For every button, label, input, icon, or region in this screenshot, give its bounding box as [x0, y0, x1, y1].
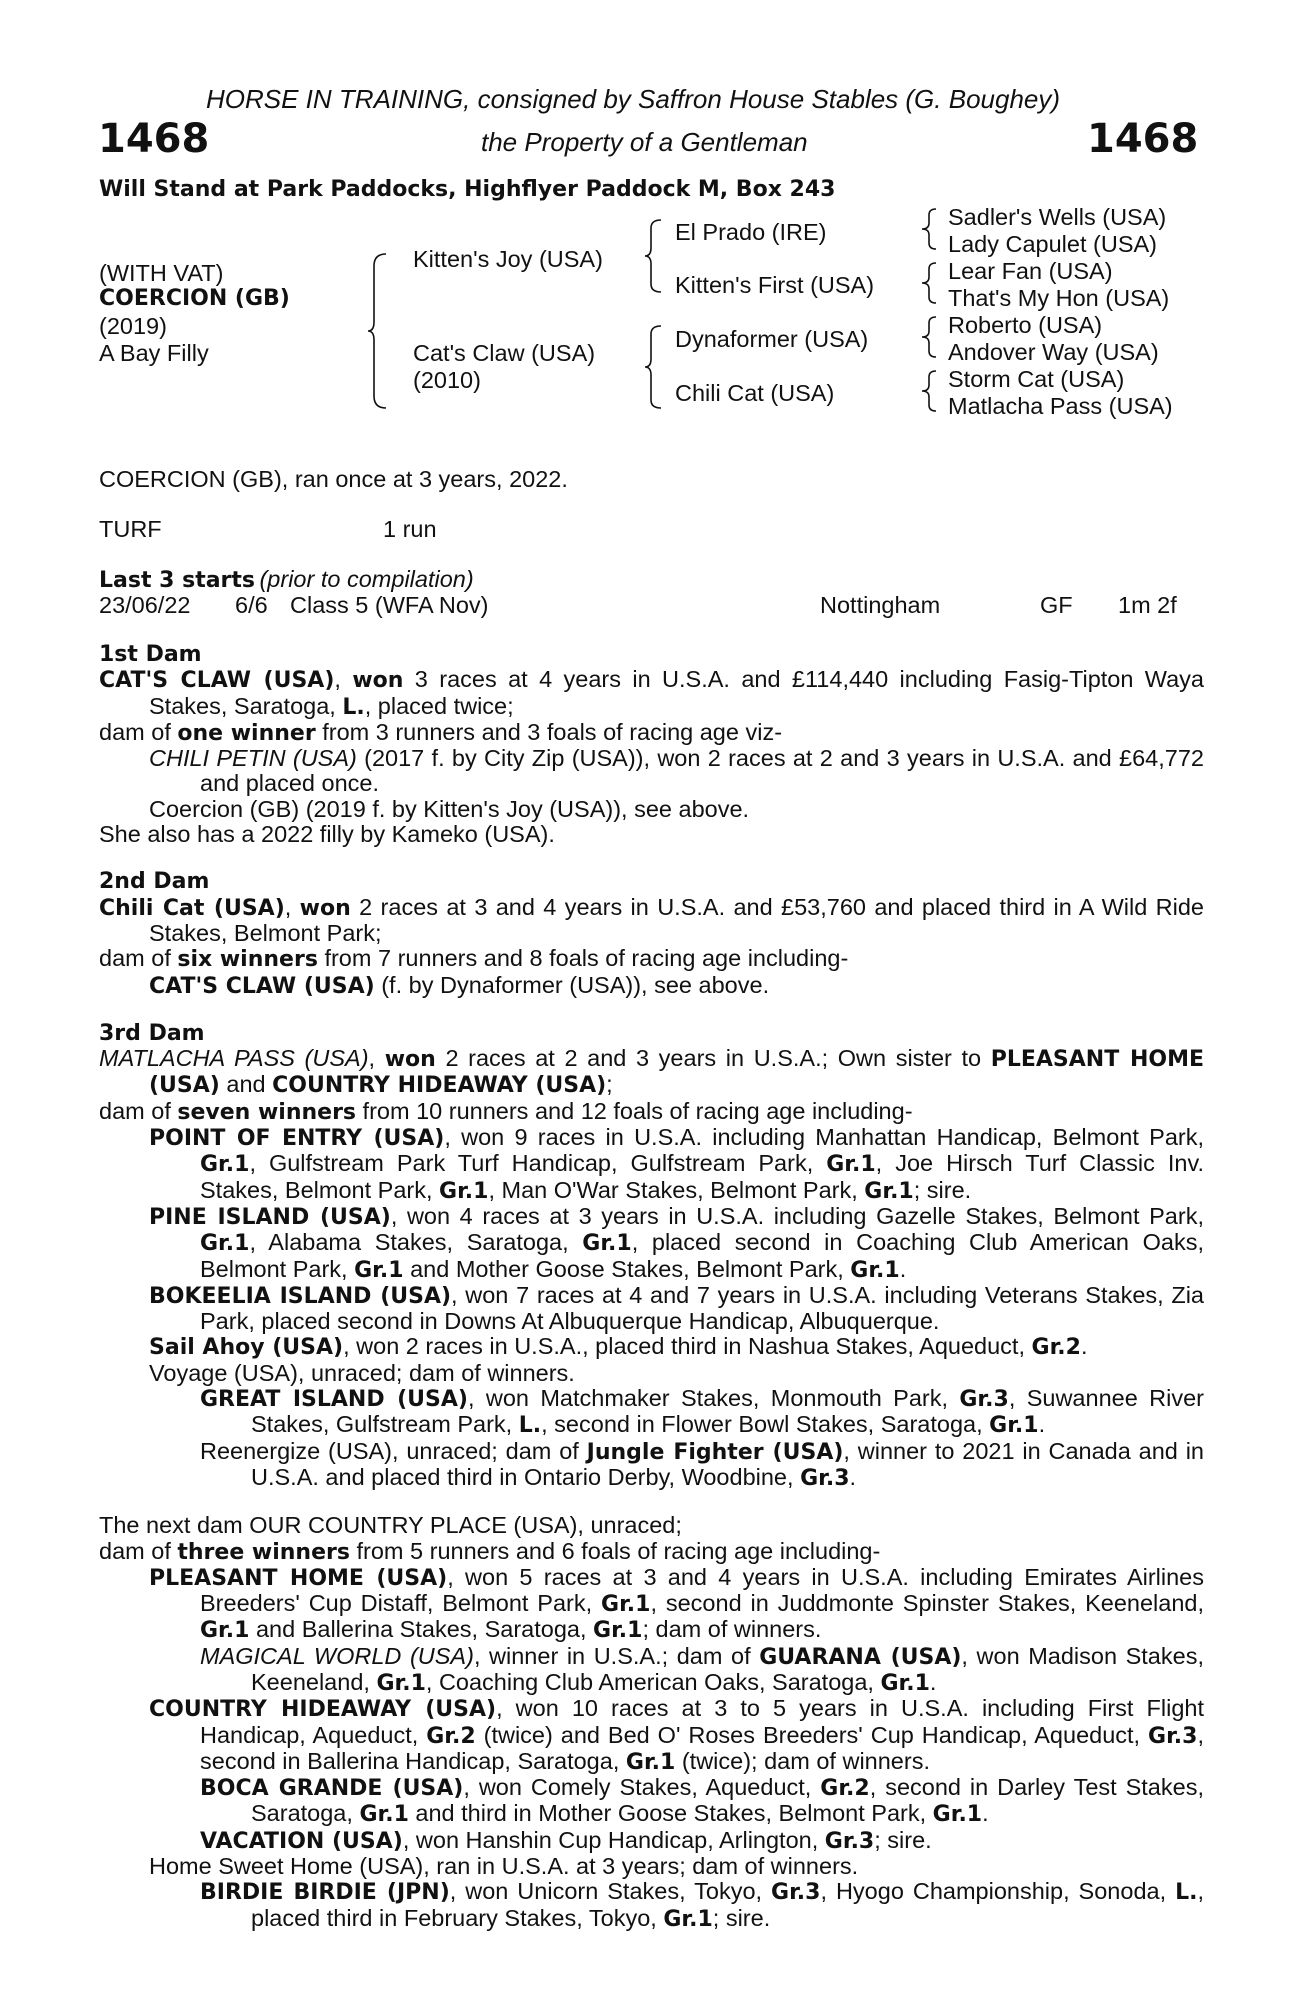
record-surface: TURF [99, 516, 162, 542]
produce-sail-ahoy: Sail Ahoy (USA), won 2 races in U.S.A., placed third in Nashua Stakes, Aqueduct, Gr.2. [149, 1333, 1088, 1361]
vat-note: (WITH VAT) [99, 260, 224, 286]
pedigree-ddd: Matlacha Pass (USA) [948, 393, 1173, 419]
pedigree-brace-dam [645, 324, 663, 410]
produce-chili-petin: CHILI PETIN (USA) (2017 f. by City Zip (USA)), won 2 races at 2 and 3 years in U.S.A. and £64,772 and placed once. [149, 745, 1204, 797]
pedigree-dam-year: (2010) [413, 367, 481, 393]
pedigree-ss: El Prado (IRE) [675, 219, 827, 245]
third-dam-produce: dam of seven winners from 10 runners and 12 foals of racing age including- [99, 1097, 913, 1125]
pedigree-dam: Cat's Claw (USA) [413, 340, 596, 366]
family-section [99, 642, 1204, 1932]
produce-pleasant-home: PLEASANT HOME (USA), won 5 races at 3 and 4 years in U.S.A. including Emirates Airlines Breeders' Cup Distaff, Belmont Park, Gr.1, second in Juddmonte Spinster Stakes, Keeneland, Gr.1 and Ballerina Stakes, Saratoga, Gr.1; dam of winners. [149, 1563, 1204, 1644]
next-dam-produce: dam of three winners from 5 runners and 6 foals of racing age including- [99, 1537, 881, 1565]
start-course: Nottingham [820, 592, 941, 618]
pedigree-dss: Roberto (USA) [948, 312, 1103, 338]
pedigree-sire: Kitten's Joy (USA) [413, 246, 603, 272]
second-dam-heading: 2nd Dam [99, 869, 210, 895]
produce-magical-world: MAGICAL WORLD (USA), winner in U.S.A.; dam of GUARANA (USA), won Madison Stakes, Keeneland, Gr.1, Coaching Club American Oaks, Saratoga, Gr.1. [200, 1642, 1204, 1696]
produce-vacation: VACATION (USA), won Hanshin Cup Handicap, Arlington, Gr.3; sire. [200, 1826, 932, 1854]
pedigree-brace-main [368, 252, 388, 410]
record-runs: 1 run [383, 516, 437, 542]
produce-boca-grande: BOCA GRANDE (USA), won Comely Stakes, Aqueduct, Gr.2, second in Darley Test Stakes, Saratoga, Gr.1 and third in Mother Goose Stakes, Belmont Park, Gr.1. [200, 1774, 1204, 1828]
start-class: Class 5 (WFA Nov) [290, 592, 489, 618]
property-line: the Property of a Gentleman [481, 127, 808, 157]
second-dam-section [99, 869, 1204, 998]
third-dam-record: MATLACHA PASS (USA), won 2 races at 2 and 3 years in U.S.A.; Own sister to PLEASANT HOME (USA) and COUNTRY HIDEAWAY (USA); [99, 1045, 1204, 1099]
next-dam-record: The next dam OUR COUNTRY PLACE (USA), unraced; [99, 1512, 682, 1539]
pedigree-sdd: That's My Hon (USA) [948, 285, 1170, 311]
pedigree-sd: Kitten's First (USA) [675, 272, 875, 298]
produce-point-of-entry: POINT OF ENTRY (USA), won 9 races in U.S.A. including Manhattan Handicap, Belmont Park, Gr.1, Gulfstream Park Turf Handicap, Gulfstream Park, Gr.1, Joe Hirsch Turf Classic Inv. Stakes, Belmont Park, Gr.1, Man O'War Stakes, Belmont Park, Gr.1; sire. [149, 1124, 1204, 1204]
pedigree-dds: Storm Cat (USA) [948, 366, 1125, 392]
pedigree-sss: Sadler's Wells (USA) [948, 204, 1167, 230]
next-dam-section [99, 1513, 1204, 1932]
produce-pine-island: PINE ISLAND (USA), won 4 races at 3 years in U.S.A. including Gazelle Stakes, Belmont Park, Gr.1, Alabama Stakes, Saratoga, Gr.1, placed second in Coaching Club American Oaks, Belmont Park, Gr.1 and Mother Goose Stakes, Belmont Park, Gr.1. [149, 1202, 1204, 1283]
second-dam-record: Chili Cat (USA), won 2 races at 3 and 4 years in U.S.A. and £53,760 and placed third in A Wild Ride Stakes, Belmont Park; [99, 893, 1205, 946]
produce-voyage: Voyage (USA), unraced; dam of winners. [149, 1359, 575, 1386]
lot-number-left: 1468 [98, 116, 210, 162]
last-starts-note: (prior to compilation) [259, 566, 474, 592]
lot-number-right: 1468 [1087, 116, 1199, 162]
first-dam-section [99, 642, 1204, 847]
produce-home-sweet-home: Home Sweet Home (USA), ran in U.S.A. at 3 years; dam of winners. [149, 1853, 859, 1880]
start-position: 6/6 [235, 592, 268, 618]
horse-description: A Bay Filly [99, 340, 209, 366]
first-dam-heading: 1st Dam [99, 642, 202, 667]
pedigree-ssd: Lady Capulet (USA) [948, 231, 1157, 257]
produce-country-hideaway: COUNTRY HIDEAWAY (USA), won 10 races at 3 to 5 years in U.S.A. including First Flight Handicap, Aqueduct, Gr.2 (twice) and Bed O' Roses Breeders' Cup Handicap, Aqueduct, Gr.3, second in Ballerina Handicap, Saratoga, Gr.1 (twice); dam of winners. [149, 1695, 1204, 1775]
horse-year: (2019) [99, 313, 167, 339]
produce-bokeelia-island: BOKEELIA ISLAND (USA), won 7 races at 4 and 7 years in U.S.A. including Veterans Stakes, Zia Park, placed second in Downs At Albuquerque Handicap, Albuquerque. [149, 1281, 1205, 1335]
produce-reenergize: Reenergize (USA), unraced; dam of Jungle Fighter (USA), winner to 2021 in Canada and in U.S.A. and placed third in Ontario Derby, Woodbine, Gr.3. [200, 1437, 1204, 1491]
pedigree-dsd: Andover Way (USA) [948, 339, 1159, 365]
produce-great-island: GREAT ISLAND (USA), won Matchmaker Stakes, Monmouth Park, Gr.3, Suwannee River Stakes, Gulfstream Park, L., second in Flower Bowl Stakes, Saratoga, Gr.1. [200, 1385, 1204, 1439]
start-date: 23/06/22 [99, 592, 191, 618]
stand-location: Will Stand at Park Paddocks, Highflyer Paddock M, Box 243 [99, 177, 836, 202]
produce-cats-claw: CAT'S CLAW (USA) (f. by Dynaformer (USA)), see above. [149, 971, 770, 999]
first-dam-record: CAT'S CLAW (USA), won 3 races at 4 years in U.S.A. and £114,440 including Fasig-Tipton Waya Stakes, Saratoga, L., placed twice; [99, 666, 1205, 720]
start-distance: 1m 2f [1118, 592, 1177, 618]
start-going: GF [1040, 592, 1073, 618]
race-summary: COERCION (GB), ran once at 3 years, 2022. [99, 466, 568, 492]
third-dam-section [99, 1021, 1204, 1491]
last-starts-title: Last 3 starts [99, 568, 256, 593]
pedigree-ds: Dynaformer (USA) [675, 326, 869, 352]
first-dam-produce: dam of one winner from 3 runners and 3 foals of racing age viz- [99, 718, 783, 746]
pedigree-dd: Chili Cat (USA) [675, 380, 835, 406]
horse-name: COERCION (GB) [99, 286, 290, 311]
brace-gg1 [922, 207, 938, 251]
brace-gg3 [922, 315, 938, 359]
consignment-line: HORSE IN TRAINING, consigned by Saffron House Stables (G. Boughey) [206, 84, 1061, 114]
second-dam-produce: dam of six winners from 7 runners and 8 foals of racing age including- [99, 945, 849, 973]
brace-gg4 [922, 369, 938, 413]
first-dam-foal-note: She also has a 2022 filly by Kameko (USA). [99, 821, 555, 848]
produce-birdie-birdie: BIRDIE BIRDIE (JPN), won Unicorn Stakes, Tokyo, Gr.3, Hyogo Championship, Sonoda, L., placed third in February Stakes, Tokyo, Gr.1; sire. [200, 1878, 1204, 1932]
produce-coercion: Coercion (GB) (2019 f. by Kitten's Joy (USA)), see above. [149, 795, 750, 822]
last-starts-heading [99, 566, 474, 593]
pedigree-brace-sire [645, 218, 663, 294]
third-dam-heading: 3rd Dam [99, 1020, 205, 1046]
pedigree-sds: Lear Fan (USA) [948, 258, 1113, 284]
brace-gg2 [922, 261, 938, 305]
